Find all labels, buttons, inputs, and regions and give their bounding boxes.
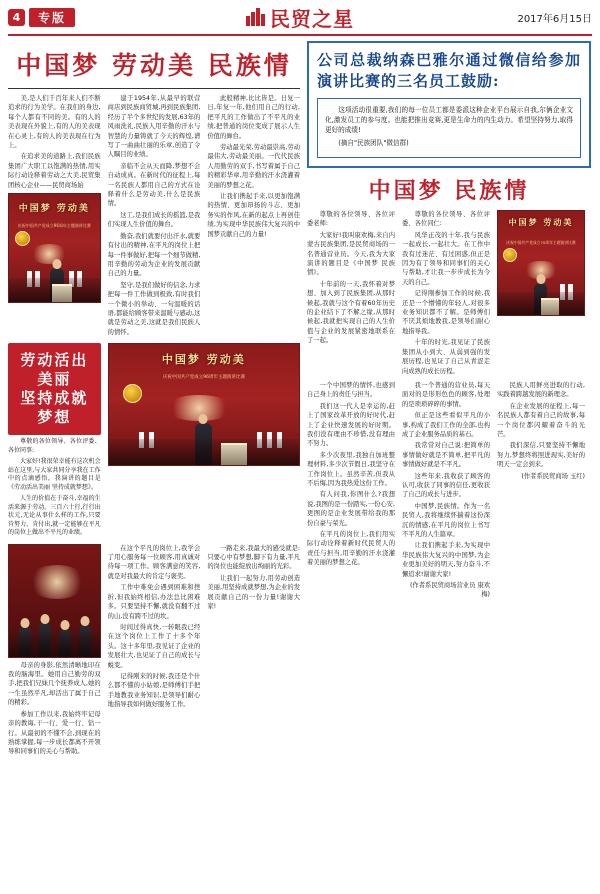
- page-columns: [8, 41, 592, 889]
- right-article-top: [307, 210, 591, 378]
- stage-banner-sub: 庆祝中国共产党成立96周年主题演讲比赛: [162, 375, 245, 381]
- paragraph: 风华正茂的十年,我与民族一起成长,一起壮大。在工作中我有过迷茫、有过困惑,但正是因为有了领导和同事们的关心与帮助,才让我一步步成长为今天的自己。: [402, 231, 490, 286]
- caption-paragraph: 人生的价值在于奋斗,幸福的生活来源于劳动。三百六十行,行行出状元,无论从事什么样的工作,只要肯努力、肯付出,就一定能够在平凡的岗位上做出不平凡的业绩。: [8, 495, 101, 537]
- paragraph: 中国梦,民族情。作为一名民贸人,我将继续怀揣着这份深沉的情感,在平凡的岗位上书写不平凡的人生篇章。: [402, 502, 490, 538]
- stage-photo-bottom: [108, 343, 300, 466]
- paragraph: 尊敬的各位领导、各位评委、各位同仁:: [402, 211, 490, 228]
- audience-photo: [8, 544, 101, 658]
- party-emblem-icon: [123, 384, 142, 403]
- party-emblem-icon: [15, 231, 30, 246]
- stage-photo-top: [8, 193, 101, 303]
- paragraph: 我常常对自己说:把简单的事情做好就是不简单,把平凡的事情做好就是不平凡。: [402, 442, 490, 469]
- stage-photo-right: [497, 210, 585, 316]
- lower-left-row: [8, 544, 300, 759]
- paragraph: 时间过得真快,一转眼我已经在这个岗位上工作了十多个年头。这十多年里,我见证了企业的发展壮大,也见证了自己的成长与蜕变。: [107, 623, 201, 669]
- president-message-box: [307, 41, 591, 168]
- party-emblem-icon: [503, 248, 517, 262]
- paragraph: 工作中难免会遇到困难和挫折,但我始终相信,办法总比困难多。只要坚持不懈,就没有翻不过的山,没有跨不过的坎。: [107, 584, 201, 620]
- paragraph: 有人问我,你图什么?我想说,我图的是一份踏实,一份心安,更图的是企业发展带给我的那份自豪与荣光。: [307, 491, 395, 527]
- publication-date: 2017年6月15日: [517, 13, 592, 25]
- paragraph: 让我们一起努力,用劳动创造美丽,用坚持成就梦想,为企业的发展贡献自己的一份力量!谢谢大家!: [207, 574, 301, 611]
- lead-article: [8, 94, 300, 339]
- stage-banner-title: 中国梦 劳动美: [18, 203, 90, 214]
- caption-paragraph: 大家好!我很荣幸能有这次机会站在这里,与大家共同分享我在工作中的点滴感悟。我演讲的题目是《劳动活出美丽 坚持成就梦想》。: [8, 458, 101, 491]
- paragraph: 劳动最光荣,劳动最崇高,劳动最伟大,劳动最美丽。一代代民族人用勤劳的双手,书写着属于自己的精彩华章,用辛勤的汗水浇灌着美丽的梦想之花。: [207, 144, 301, 189]
- paragraph: 此般精神,比比皆是。日复一日,年复一年,他们用自己的行动,把平凡的工作做出了不平凡的业绩,把普通的岗位变成了展示人生价值的舞台。: [207, 95, 301, 140]
- stage-floor: [109, 439, 299, 466]
- paragraph: 母亲的身影,依然清晰地印在我的脑海里。她用自己勤劳的双手,把我们兄妹几个抚养成人,她的一生虽然平凡,却活出了属于自己的精彩。: [8, 661, 101, 707]
- paragraph: 勤奋,我们就要付出汗水,就要有付出的精神,在平凡的岗位上把每一件事做好,把每一个细节做精,用辛勤的劳动为企业的发展贡献自己的力量。: [107, 232, 201, 278]
- paragraph: 这项活动很重要,我们的每一位员工都是委派这种企业平台展示自我,尔俩企业文化,激发员工的参与度。也能把推出竞赛,更是生命力的内生动力。希望坚持努力,取得更好的成绩!: [325, 106, 573, 134]
- article-signature: (作者系民贸商场 玉红): [521, 472, 585, 480]
- bar-logo-icon: [246, 8, 266, 26]
- paragraph: 我们这一代人是幸运的,赶上了国家改革开放的好时代,赶上了企业快速发展的好时期。我们没有理由不珍惜,没有理由不努力。: [307, 402, 395, 448]
- paragraph: 参加工作以来,我始终牢记母亲的教诲,干一行、爱一行、钻一行。从最初的不懂不会,到现在的熟练掌握,每一步成长都离不开领导和同事们的关心与帮助。: [8, 710, 101, 756]
- masthead: [8, 0, 592, 36]
- section-title: 中国梦 民族情: [368, 178, 530, 204]
- paragraph: 让我们携起手来,为实现中华民族伟大复兴的中国梦,为企业更加美好的明天,努力奋斗,不懈追求!谢谢大家!: [402, 542, 490, 578]
- page-marker: [8, 8, 75, 27]
- caption-paragraph: 尊敬的各位领导、各位评委、各位同事:: [8, 438, 101, 454]
- paragraph: 多少次夜里,我独自加班整理材料,多少次节假日,我坚守在工作岗位上。虽然辛苦,但我从不后悔,因为我热爱这份工作。: [307, 451, 395, 487]
- paragraph: 美,是人们千百年来人们不断追求的行为美学。在我们的身边,每个人都有不同的美。有的人的美表现在外貌上,有的人的美表现在心灵上,有的人的美表现在行为上。: [8, 95, 101, 150]
- paragraph: 但正是这些看似平凡的小事,构成了我们工作的全部,也构成了企业服务品质的基石。: [402, 412, 490, 438]
- stage-floor: [9, 632, 100, 657]
- paper-name: 民贸之星: [270, 6, 354, 31]
- slogan-banner: [8, 343, 101, 435]
- paragraph: 亲临不会从天而降,梦想不会自动成真。在新时代的征程上,每一名民族人都用自己的方式在诠释着什么是劳动美,什么是民族情。: [107, 162, 201, 208]
- article-signature: (作者系民贸商场营业员 康欢梅): [409, 582, 490, 599]
- page-title: 中国梦 劳动美 民族情: [16, 51, 292, 80]
- left-column: [8, 41, 300, 889]
- edition-label: 专版: [29, 8, 75, 27]
- box-title: 公司总裁纳森巴雅尔通过微信给参加演讲比赛的三名员工鼓励:: [317, 51, 581, 90]
- page-number: 4: [8, 9, 25, 26]
- stage-light: [29, 244, 69, 264]
- paragraph: 尊敬的各位领导、各位评委老师:: [307, 211, 395, 228]
- paragraph: 坚守,是我们做好的信念,力求把每一件工作做到极致,有时我们一个微小的举动、一句温暖的话语,都能给顾客带来温暖与感动,这就是劳动之美,这就是我们民族人的情怀。: [107, 281, 201, 336]
- box-inner: [317, 98, 581, 158]
- title-divider: [8, 88, 300, 89]
- paragraph: 在平凡的岗位上,我们用实际行动诠释着新时代民贸人的责任与担当,用辛勤的汗水浇灌着美丽的梦想之花。: [307, 531, 395, 567]
- slogan-line-2: 坚持成就梦想: [20, 389, 89, 427]
- podium: [221, 443, 247, 465]
- paragraph: 记得刚参加工作的时候,我还是一个懵懂的年轻人,对很多业务知识都不了解。是师傅们不厌其烦地教我,是领导们耐心地指导我。: [402, 290, 490, 335]
- stage-light: [27, 565, 87, 599]
- podium: [541, 298, 559, 315]
- paragraph: 民族人用鲜亮进取的行动,实践着跨越发展的新理念。: [497, 381, 585, 399]
- paragraph: 记得刚来的时候,我还是个什么都不懂的小姑娘,是师傅们手把手地教我业务知识,是领导们耐心地指导我如何做好服务工作。: [107, 672, 201, 709]
- paragraph: 建于1954年,从最早的联营商店到民族商贸城,再到民族集团,经历了半个多世纪的发展,63年的风雨洗礼,民族人用辛勤的汗水与智慧的力量铸就了今天的辉煌,谱写了一曲曲壮丽的乐章,创造了令人瞩目的业绩。: [107, 95, 201, 159]
- paragraph: 十年前的一天,我怀着对梦想、加入到了民族集团,从那时候起,我就与这个有着60年历史的企业结下了不解之缘,从那时候起,我就把实现自己的人生价值与企业的发展紧密地联系在了一起。: [307, 280, 395, 345]
- right-article-bottom: [307, 381, 591, 600]
- paragraph: 一个中国梦的情怀,也感到自己身上的责任与担当。: [307, 381, 395, 399]
- paragraph: 这些年来,我收获了顾客的认可,收获了同事的信任,更收获了自己的成长与进步。: [402, 472, 490, 499]
- masthead-title-group: [246, 3, 354, 32]
- paragraph: 在追求美的道路上,我们民族集团广大职工以饱满的热情,用实际行动诠释着劳动之大美,民贸集团核心企业——民贸商场始: [8, 153, 101, 189]
- stage-banner-sub: 庆祝中国共产党成立70周年主题演讲比赛: [506, 240, 576, 246]
- paragraph: 十年的时光,我见证了民族集团从小到大、从弱到强的发展历程,也见证了自己从青涩走向成熟的成长历程。: [402, 339, 490, 375]
- slogan-photo-row: [8, 343, 300, 540]
- stage-banner-title: 中国梦 劳动美: [161, 353, 246, 367]
- box-signature: (摘自"民族团队"微信群): [338, 139, 409, 147]
- paragraph: 这工,是我们成长的摇篮,是我们实现人生价值的舞台。: [107, 211, 201, 229]
- paragraph: 我们深信,只要坚持不懈地努力,梦想终将照进现实,美好的明天一定会到来。: [497, 442, 585, 469]
- paragraph: 一路走来,我最大的感受就是:只要心中有梦想,脚下有力量,平凡的岗位也能绽放出绚丽的光彩。: [207, 544, 301, 571]
- slogan-line-1: 劳动活出美丽: [20, 351, 89, 389]
- paragraph: 在企业发展的征程上,每一名民族人都有着自己的故事,每一个岗位都闪耀着奋斗的光芒。: [497, 402, 585, 438]
- stage-banner-title: 中国梦 劳动美: [508, 217, 574, 228]
- right-column: [307, 41, 591, 889]
- paragraph: 大家好!我叫康欢梅,来自内蒙古民族集团,是民贸商场的一名普通营业员。今天,我为大家演讲的题目是《中国梦 民族情》。: [307, 231, 395, 277]
- paragraph: 在这个平凡的岗位上,我学会了用心服务每一位顾客,用真诚对待每一项工作。顾客满意的笑容,就是对我最大的肯定与褒奖。: [107, 544, 201, 580]
- podium: [52, 284, 72, 302]
- stage-banner-sub: 庆祝中国共产党成立96周年主题演讲比赛: [17, 223, 91, 229]
- paragraph: 我一个普通的营业员,每天面对的是形形色色的顾客,处理的是琐琐碎碎的事情。: [402, 381, 490, 408]
- paragraph: 让我们携起手来,以更加饱满的热情、更加昂扬的斗志、更加务实的作风,在新的起点上再创佳绩,为实现中华民族伟大复兴的中国梦贡献自己的力量!: [207, 193, 301, 238]
